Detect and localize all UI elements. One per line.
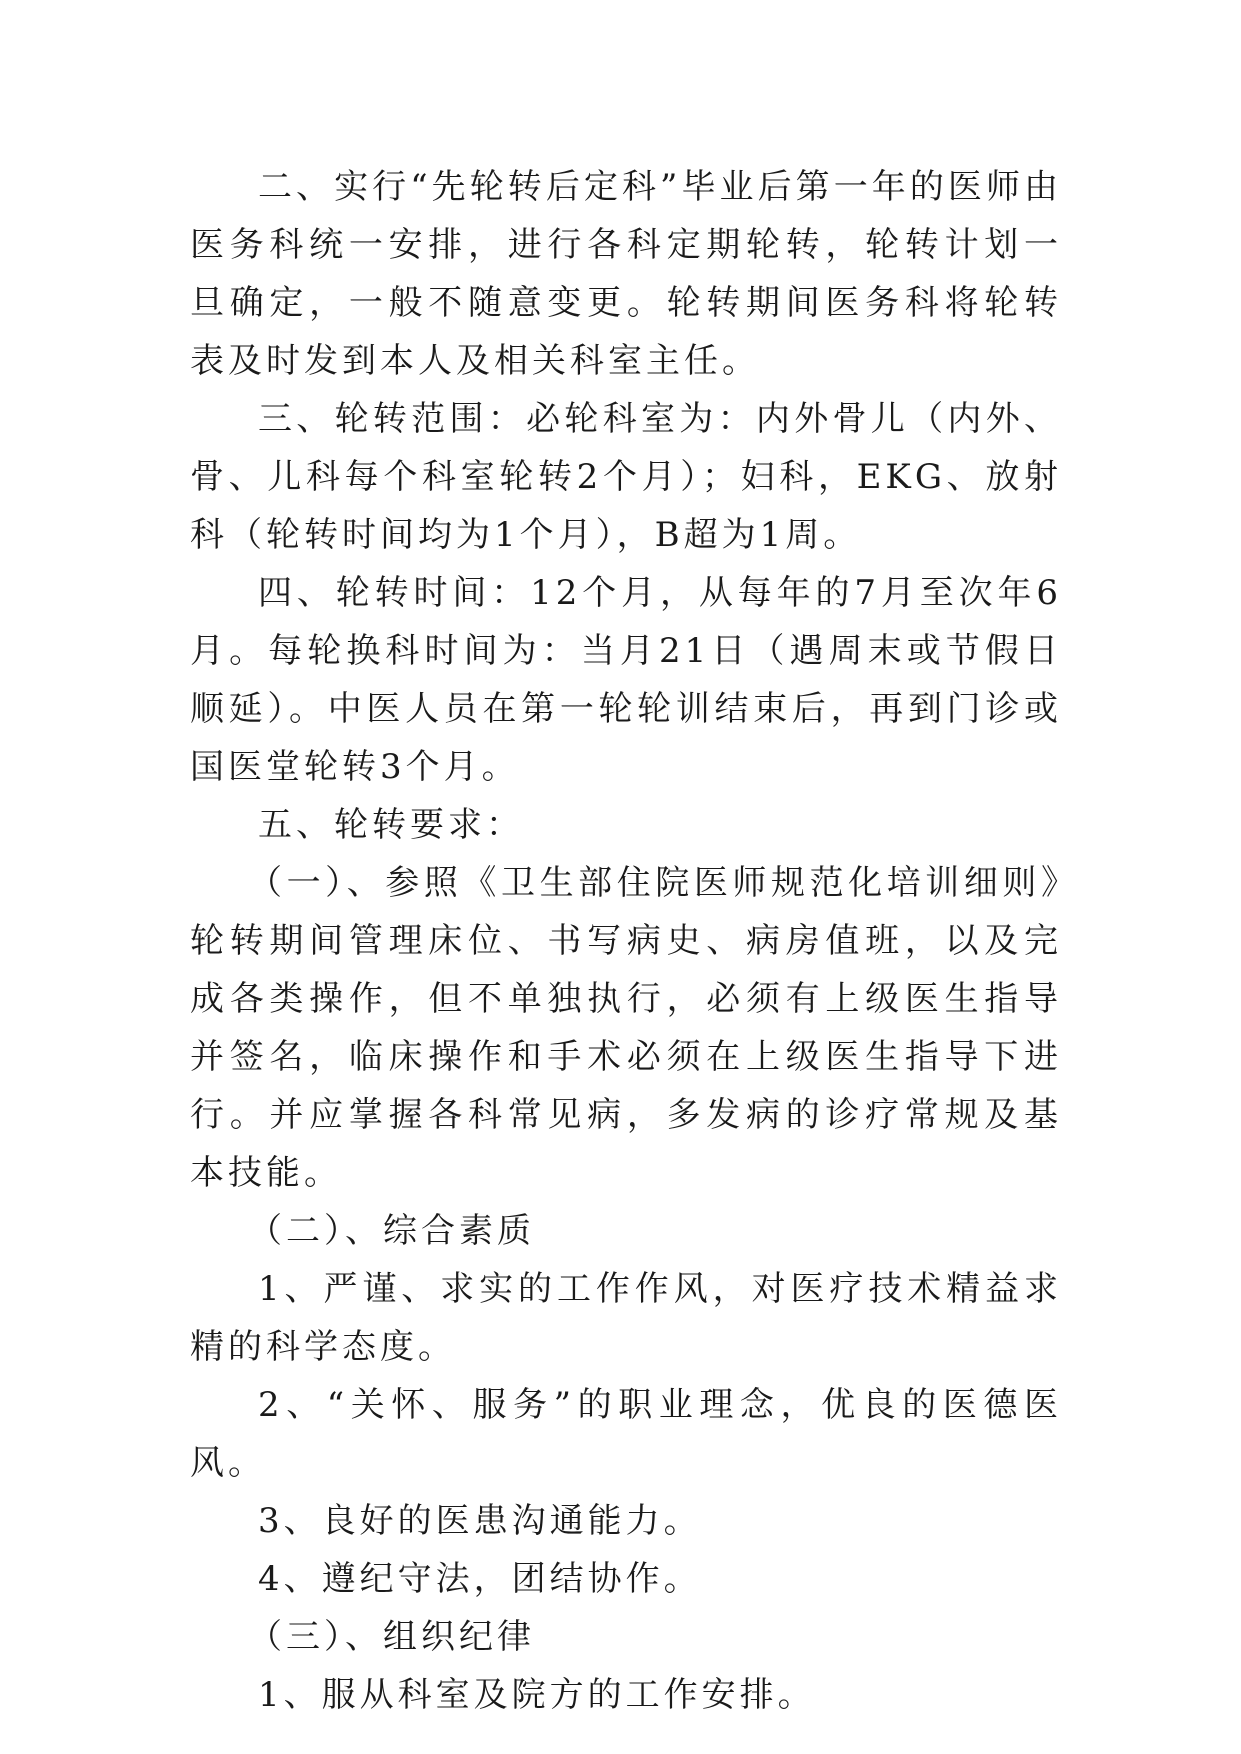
heading-comprehensive-quality: （二）、综合素质 xyxy=(248,1211,535,1251)
heading-organizational-discipline: （三）、组织纪律 xyxy=(248,1617,535,1657)
paragraph-quality-item-3: 3、良好的医患沟通能力。 xyxy=(258,1501,702,1541)
paragraph-quality-item-4: 4、遵纪守法，团结协作。 xyxy=(258,1559,702,1599)
paragraph-rotation-scope: 三、轮转范围：必轮科室为：内外骨儿（内外、骨、儿科每个科室轮转2个月）；妇科，EKG、放射科（轮转时间均为1个月），B超为1周。 xyxy=(190,399,1062,555)
paragraph-rotation-arrangement: 二、实行“先轮转后定科”毕业后第一年的医师由医务科统一安排，进行各科定期轮转，轮转计划一旦确定，一般不随意变更。轮转期间医务科将轮转表及时发到本人及相关科室主任。 xyxy=(190,167,1062,381)
paragraph-rotation-requirements: 五、轮转要求： xyxy=(258,805,524,845)
paragraph-requirement-1: （一）、参照《卫生部住院医师规范化培训细则》轮转期间管理床位、书写病史、病房值班，以及完成各类操作，但不单独执行，必须有上级医生指导并签名，临床操作和手术必须在上级医生指导下进行。并应掌握各科常见病，多发病的诊疗常规及基本技能。 xyxy=(190,863,1062,1193)
paragraph-discipline-item-1: 1、服从科室及院方的工作安排。 xyxy=(258,1675,816,1715)
paragraph-quality-item-1: 1、严谨、求实的工作作风，对医疗技术精益求精的科学态度。 xyxy=(190,1269,1062,1367)
document-body xyxy=(190,158,1062,1724)
paragraph-quality-item-2: 2、“关怀、服务”的职业理念，优良的医德医风。 xyxy=(190,1385,1062,1483)
paragraph-rotation-time: 四、轮转时间：12个月，从每年的7月至次年6月。每轮换科时间为：当月21日（遇周末或节假日顺延）。中医人员在第一轮轮训结束后，再到门诊或国医堂轮转3个月。 xyxy=(190,573,1062,787)
